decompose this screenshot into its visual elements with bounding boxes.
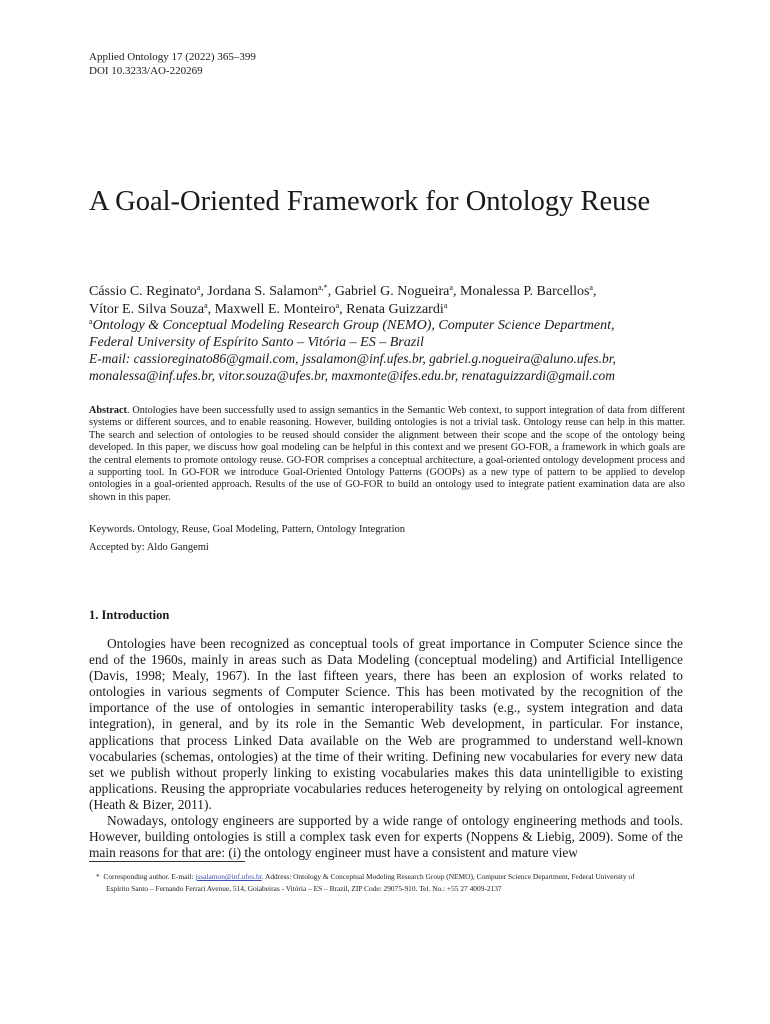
paragraph: Nowadays, ontology engineers are supported by a wide range of ontology engineering methods and tools. However, building ontologies is still a complex task even for experts (Noppens & Liebig, 2009). Some of the main reasons for that are: (i) the ontology engineer must have a consistent and mature view [89,813,683,861]
affiliation-marker: a [89,317,93,326]
abstract-label: Abstract [89,405,127,416]
corresponding-email-link[interactable]: jssalamon@inf.ufes.br [195,872,262,881]
author-affil-marker: a [196,283,201,292]
footnote-marker: * [96,872,100,881]
author-name: Renata Guizzardi [346,301,444,317]
keywords: Keywords. Ontology, Reuse, Goal Modeling, Pattern, Ontology Integration [89,524,406,535]
footnote-divider [89,861,245,862]
journal-citation: Applied Ontology 17 (2022) 365–399 [89,51,256,63]
author-affil-marker: a [449,283,453,292]
author-name: Cássio C. Reginato [89,284,197,299]
abstract-text: . Ontologies have been successfully used to assign semantics in the Semantic Web context, to support integration of data from different systems or different sources, and to enable reasoning. However, building ontologies is not a trivial task. Ontology reuse can help in this matter. The search and selection of ontologies to be reused should consider the alignment between their scope and the scope of the ontology being developed. In this paper, we discuss how goal modeling can be helpful in this context and we present GO-FOR, a framework in which goals are the central elements to promote ontology reuse. GO-FOR comprises a conceptual architecture, a goal-oriented ontology development process and a supporting tool. In GO-FOR we introduce Goal-Oriented Ontology Patterns (GOOPs) as a new type of pattern to be applied to develop ontologies in a goal-oriented approach. Results of the use of GO-FOR to build an ontology used to integrate patient examination data are also shown in this paper. [89,405,685,503]
author-name: Vítor E. Silva Souza [89,301,205,317]
doi: DOI 10.3233/AO-220269 [89,65,203,77]
author-name: Jordana S. Salamon [207,284,319,299]
paper-title: A Goal-Oriented Framework for Ontology Reuse [89,186,651,217]
author-affil-marker: a [204,300,208,310]
author-affil-marker: a [335,300,340,310]
author-name: Monalessa P. Barcellos [459,284,590,299]
author-list: Cássio C. Reginato$^a$, Jordana S. Salamon$^{a,*}$, Gabriel G. Nogueira$^a$, Monalessa P. Barcellos$^a$, Vítor E. Silva Souza$^a$, Maxwell E. Monteiro$^a$, Renata Guizzardi$^a$ [89,283,597,317]
author-name: Gabriel G. Nogueira [334,284,450,299]
email-line-2: monalessa@inf.ufes.br, vitor.souza@ufes.br, maxmonte@ifes.edu.br, renataguizzardi@gmail.com [89,367,616,383]
author-affil-marker: a [589,283,593,292]
affiliation-line-1: Ontology & Conceptual Modeling Research Group (NEMO), Computer Science Department, [92,318,615,333]
section-heading: 1. Introduction [89,608,170,622]
abstract [89,405,685,504]
affiliation-line-2: Federal University of Espírito Santo – Vitória – ES – Brazil [89,334,424,350]
author-affil-marker: a [443,300,448,310]
footnote: * Corresponding author. E-mail: jssalamon@inf.ufes.br. Address: Ontology & Conceptual Modeling Research Group (NEMO), Computer Science Department, Federal University of Espírito Santo – Fernando Ferrari Avenue, 514, Goiabeiras - Vitória – ES – Brazil, ZIP Code: 29075-910. Tel. No.: +55 27 4009-2137 [96,871,686,895]
footnote-address: Espírito Santo – Fernando Ferrari Avenue, 514, Goiabeiras - Vitória – ES – Brazil, ZIP Code: 29075-910. Tel. No.: +55 27 4009-2137 [106,884,502,893]
author-affil-marker: a,* [318,283,328,292]
affiliation [89,318,689,351]
paragraph: Ontologies have been recognized as conceptual tools of great importance in Computer Science since the end of the 1960s, mainly in areas such as Data Modeling (conceptual modeling) and Artificial Intelligence (Davis, 1998; Mealy, 1967). In the last fifteen years, there has been an explosion of works related to ontologies in various segments of Computer Science. This has been motivated by the recognition of the importance of the use of ontologies in semantic interoperability tasks (e.g., system integration and data integration), in general, and by its role in the Semantic Web development, in particular. For instance, applications that process Linked Data available on the Web are programmed to understand well-known vocabularies (schemas, ontologies) at the time of their writing. Defining new vocabularies for every new data set we publish without properly linking to existing vocabularies makes this data unintelligible to existing applications. Reusing the appropriate vocabularies reduces heterogeneity by relying on ontological agreement (Heath & Bizer, 2011). [89,636,683,812]
journal-header [89,50,256,78]
author-name: Maxwell E. Monteiro [214,301,336,317]
accepted-by: Accepted by: Aldo Gangemi [89,542,209,553]
email-line-1: E-mail: cassioreginato86@gmail.com, jssalamon@inf.ufes.br, gabriel.g.nogueira@aluno.ufes.br, [89,351,616,366]
section-body [89,636,683,861]
email-list [89,351,689,384]
